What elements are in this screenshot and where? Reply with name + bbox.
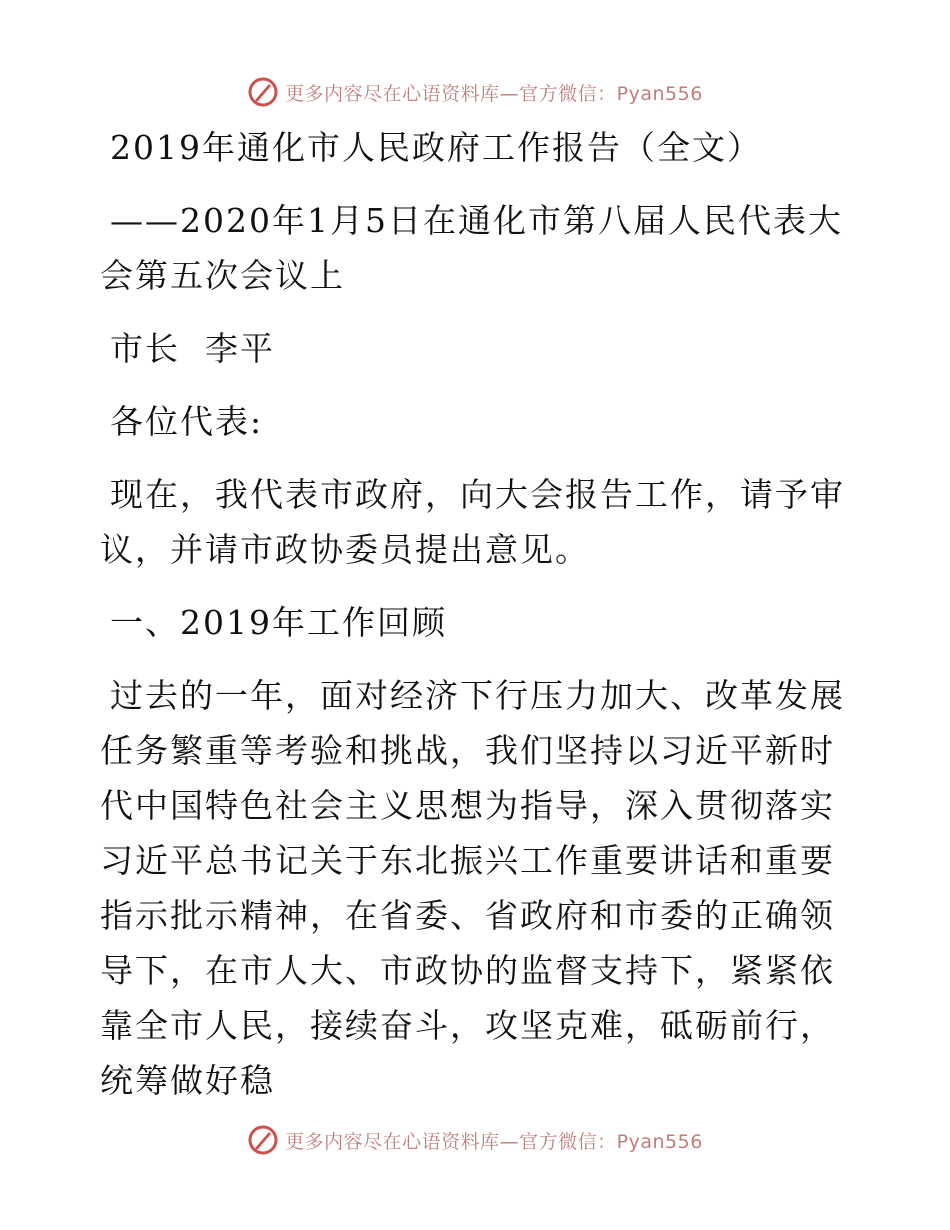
quill-logo-icon [247, 1124, 279, 1156]
header-watermark-banner [0, 72, 950, 112]
intro-paragraph: 现在，我代表市政府，向大会报告工作，请予审议，并请市政协委员提出意见。 [100, 475, 845, 569]
salutation: 各位代表: [110, 402, 264, 441]
watermark-text: 更多内容尽在心语资料库—官方微信：Pyan556 [285, 82, 703, 105]
document-title: 2019年通化市人民政府工作报告（全文） [110, 128, 762, 167]
watermark-text: 更多内容尽在心语资料库—官方微信：Pyan556 [285, 1130, 703, 1153]
document-subtitle: ——2020年1月5日在通化市第八届人民代表大会第五次会议上 [100, 201, 843, 295]
speaker-line: 市长 李平 [110, 329, 275, 368]
footer-watermark-banner [0, 1120, 950, 1160]
body-paragraph: 过去的一年，面对经济下行压力加大、改革发展任务繁重等考验和挑战，我们坚持以习近平新时代中国特色社会主义思想为指导，深入贯彻落实习近平总书记关于东北振兴工作重要讲话和重要指示批示精神，在省委、省政府和市委的正确领导下，在市人大、市政协的监督支持下，紧紧依靠全市人民，接续奋斗，攻坚克难，砥砺前行，统筹做好稳 [100, 676, 845, 1100]
section-heading: 一、2019年工作回顾 [110, 603, 447, 642]
quill-logo-icon [247, 76, 279, 108]
document-body [100, 120, 852, 1108]
